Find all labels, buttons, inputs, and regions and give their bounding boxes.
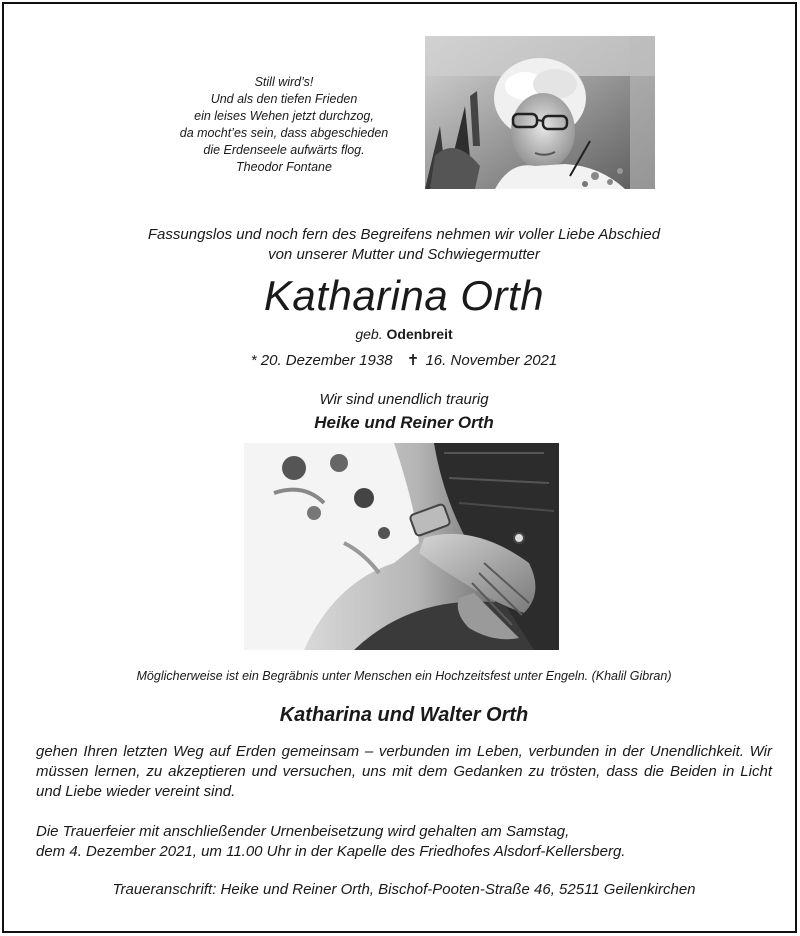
obituary-frame [2,2,797,933]
poem-line: Still wird’s! [254,75,314,89]
poem-line: da mocht’es sein, dass abgeschieden [179,126,389,140]
poem [114,74,454,176]
birth-name-prefix: geb. [355,326,383,342]
poem-line: ein leises Wehen jetzt durchzog, [194,109,374,123]
life-dates [154,351,654,369]
service-info [36,822,772,862]
portrait-photo [425,36,655,189]
intro-line: von unserer Mutter und Schwiegermutter [268,246,540,263]
poem-author: Theodor Fontane [236,160,332,174]
body-paragraph: gehen Ihren letzten Weg auf Erden gemeinsam – verbunden im Leben, verbunden in der Unendlichkeit. Wir müssen lernen, zu akzeptieren und versuchen, uns mit dem Gedanken zu trösten, dass die Beiden in Licht und Liebe wieder vereint sind. [36,743,772,800]
cross-icon: ✝ [406,352,420,369]
deceased-name: Katharina Orth [263,272,545,319]
mourning-address: Traueranschrift: Heike und Reiner Orth, Bischof-Pooten-Straße 46, 52511 Geilenkirchen [112,881,696,898]
birth-name-value: Odenbreit [386,326,453,342]
service-line: Die Trauerfeier mit anschließender Urnenbeisetzung wird gehalten am Samstag, [36,823,570,840]
couple-names: Katharina und Walter Orth [279,704,529,726]
mourners-names: Heike und Reiner Orth [314,413,494,432]
death-date: 16. November 2021 [425,352,558,369]
hands-photo [244,443,559,650]
birth-date: * 20. Dezember 1938 [250,352,393,369]
mourning-line: Wir sind unendlich traurig [319,391,489,408]
birth-name [204,326,604,342]
intro-text [64,225,744,265]
service-line: dem 4. Dezember 2021, um 11.00 Uhr in der Kapelle des Friedhofes Alsdorf-Kellersberg. [36,843,626,860]
poem-line: die Erdenseele aufwärts flog. [203,143,365,157]
gibran-quote: Möglicherweise ist ein Begräbnis unter Menschen ein Hochzeitsfest unter Engeln. (Khalil Gibran) [136,669,672,683]
intro-line: Fassungslos und noch fern des Begreifens nehmen wir voller Liebe Abschied [147,226,661,243]
poem-line: Und als den tiefen Frieden [210,92,358,106]
